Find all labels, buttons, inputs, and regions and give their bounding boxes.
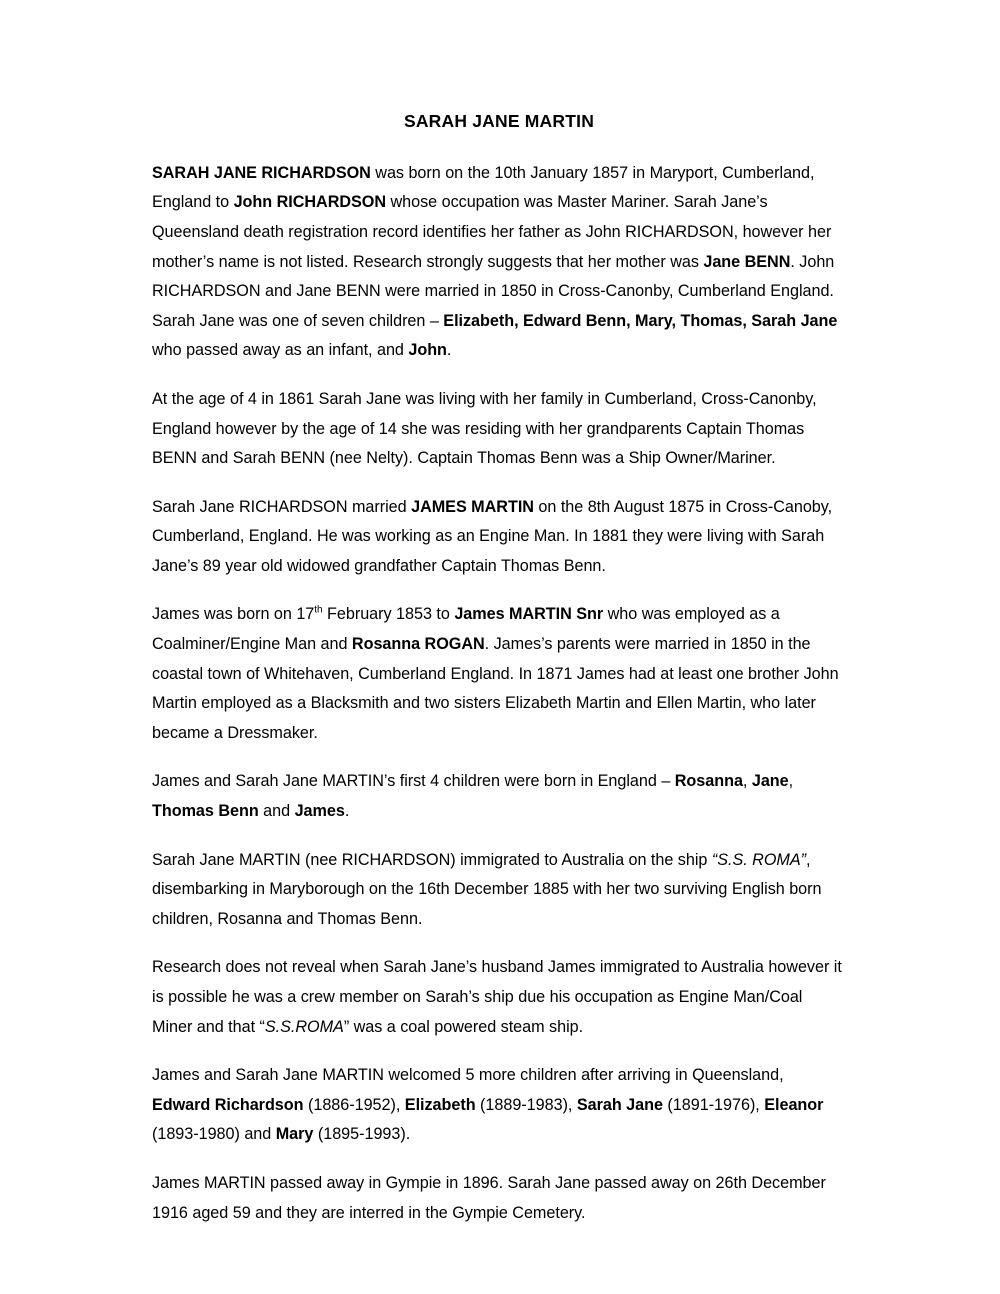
text-run: Elizabeth, Edward Benn, Mary, Thomas, Sarah Jane — [443, 311, 838, 330]
text-run: Sarah Jane MARTIN (nee RICHARDSON) immigrated to Australia on the ship — [152, 850, 712, 869]
text-run: JAMES MARTIN — [411, 497, 534, 516]
document-body — [152, 110, 846, 1228]
text-run: Edward Richardson — [152, 1095, 304, 1114]
text-run: Jane BENN — [703, 252, 791, 271]
paragraph-container — [152, 159, 846, 1228]
text-run: Rosanna — [674, 772, 743, 791]
text-run: James MARTIN Snr — [454, 605, 604, 624]
text-run: who passed away as an infant, and — [152, 341, 409, 360]
text-run: (1891-1976), — [662, 1095, 765, 1114]
page-title: SARAH JANE MARTIN — [403, 111, 595, 131]
text-run: James and Sarah Jane MARTIN’s first 4 children were born in England – — [152, 772, 675, 791]
text-run: Thomas Benn — [152, 802, 259, 821]
text-run: John RICHARDSON — [233, 193, 387, 212]
text-run: who was employed as a Coalminer/Engine Man and — [152, 605, 780, 654]
text-run: Sarah Jane RICHARDSON married — [152, 497, 412, 516]
paragraph-deaths-burial — [152, 1169, 846, 1228]
text-run: Sarah Jane — [576, 1095, 663, 1114]
text-run: John — [408, 341, 447, 360]
text-run: , — [742, 772, 752, 791]
text-run: ” was a coal powered steam ship. — [343, 1017, 584, 1036]
text-run: , disembarking in Maryborough on the 16th December 1885 with her two surviving English born children, Rosanna and Thomas Benn. — [152, 850, 822, 928]
text-run: (1886-1952), — [303, 1095, 405, 1114]
text-run: Research does not reveal when Sarah Jane’s husband James immigrated to Australia however it is possible he was a crew member on Sarah’s ship due his occupation as Engine Man/Coal Miner and that “ — [152, 958, 842, 1036]
text-run: James — [294, 802, 345, 821]
text-run: James MARTIN passed away in Gympie in 1896. Sarah Jane passed away on 26th December 1916 aged 59 and they are interred in the Gympie Cemetery. — [152, 1173, 826, 1222]
paragraph-english-born-children — [152, 767, 846, 826]
text-run: Elizabeth — [404, 1095, 476, 1114]
text-run: , — [788, 772, 794, 791]
text-run: was born on the 10th January 1857 in Maryport, Cumberland, England to — [152, 163, 815, 212]
text-run: Eleanor — [764, 1095, 824, 1114]
text-run: and — [258, 802, 295, 821]
text-run: on the 8th August 1875 in Cross-Canoby, Cumberland, England. He was working as an Engine Man. In 1881 they were living with Sarah Jane’s 89 year old widowed grandfather Captain Thomas Benn. — [152, 497, 833, 575]
text-run: Jane — [751, 772, 789, 791]
paragraph-marriage — [152, 493, 846, 582]
paragraph-husband-immigration-theory — [152, 953, 846, 1042]
text-run: February 1853 to — [322, 605, 455, 624]
paragraph-childhood-grandparents — [152, 385, 846, 474]
text-run: (1893-1980) and — [152, 1125, 276, 1144]
paragraph-immigration — [152, 846, 846, 935]
text-run: . John RICHARDSON and Jane BENN were married in 1850 in Cross-Canonby, Cumberland England. Sarah Jane was one of seven children – — [152, 252, 835, 330]
text-run: S.S.ROMA — [264, 1017, 344, 1036]
text-run: James was born on 17 — [152, 605, 315, 624]
text-run: (1895-1993). — [313, 1125, 411, 1144]
text-run: whose occupation was Master Mariner. Sarah Jane’s Queensland death registration record identifies her father as John RICHARDSON, however her mother’s name is not listed. Research strongly suggests that her mother was — [152, 193, 832, 271]
text-run: Rosanna ROGAN — [351, 635, 485, 654]
paragraph-queensland-children — [152, 1061, 846, 1150]
paragraph-james-birth-family — [152, 600, 846, 748]
text-run: (1889-1983), — [475, 1095, 577, 1114]
text-run: th — [314, 605, 323, 617]
text-run: . — [446, 341, 452, 360]
text-run: At the age of 4 in 1861 Sarah Jane was living with her family in Cumberland, Cross-Canonby, England however by the age of 14 she was residing with her grandparents Captain Thomas BENN and Sarah BENN (nee Nelty). Captain Thomas Benn was a Ship Owner/Mariner. — [152, 389, 817, 468]
text-run: . — [344, 802, 350, 821]
text-run: James and Sarah Jane MARTIN welcomed 5 more children after arriving in Queensland, — [152, 1066, 784, 1085]
text-run: SARAH JANE RICHARDSON — [152, 163, 371, 182]
paragraph-birth-parentage — [152, 159, 846, 366]
text-run: Mary — [275, 1125, 314, 1144]
text-run: “S.S. ROMA” — [711, 850, 806, 869]
text-run: . James’s parents were married in 1850 in the coastal town of Whitehaven, Cumberland England. In 1871 James had at least one brother John Martin employed as a Blacksmith and two sisters Elizabeth Martin and Ellen Martin, who later became a Dressmaker. — [152, 635, 839, 742]
